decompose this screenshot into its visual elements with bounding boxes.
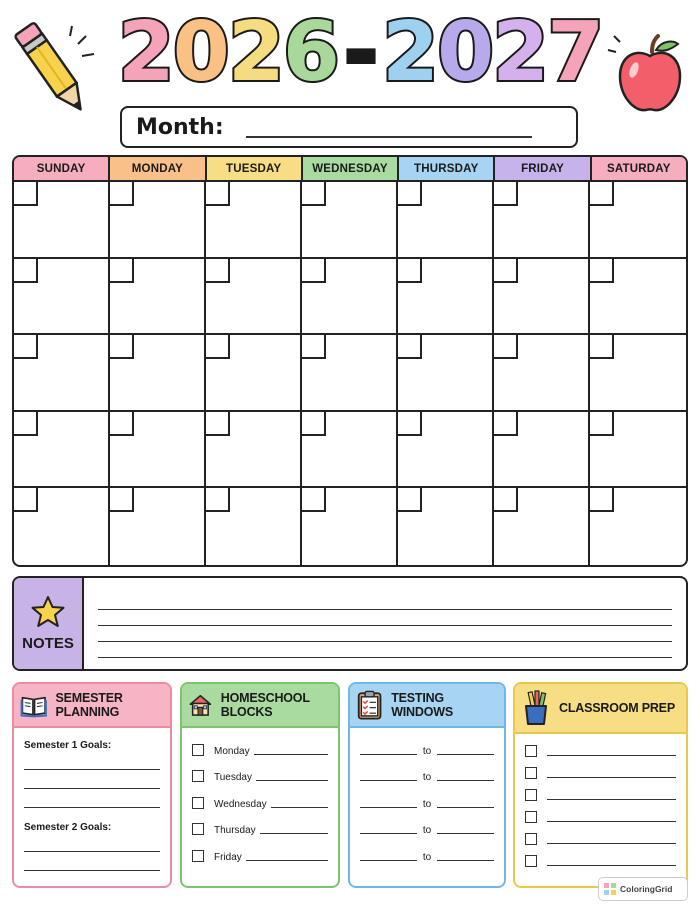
classroom-prep-body [515,734,686,876]
date-number-box[interactable] [14,259,38,283]
day-cell[interactable] [590,412,686,489]
start-date-line[interactable] [360,860,417,861]
to-separator: to [422,798,432,810]
day-cell[interactable] [398,182,494,259]
date-number-box[interactable] [110,259,134,283]
date-number-box[interactable] [590,488,614,512]
day-cell[interactable] [14,182,110,259]
day-cell[interactable] [494,412,590,489]
notes-line[interactable] [98,594,672,610]
to-separator: to [422,745,432,757]
start-date-line[interactable] [360,833,417,834]
date-number-box[interactable] [494,335,518,359]
calendar-cells [14,182,686,565]
day-cell[interactable] [206,335,302,412]
day-cell[interactable] [494,488,590,565]
date-number-box[interactable] [494,488,518,512]
day-cell[interactable] [590,182,686,259]
month-write-line[interactable] [246,136,532,138]
date-number-box[interactable] [398,259,422,283]
homeschool-day-label: Wednesday [214,798,267,810]
testing-window-row [360,757,494,784]
homeschool-blocks-title: HOMESCHOOL BLOCKS [220,691,310,719]
weekday-sunday: SUNDAY [14,157,110,180]
testing-window-row [360,836,494,863]
testing-windows-title: TESTING WINDOWS [391,691,453,719]
checkbox[interactable] [192,850,204,862]
homeschool-row [192,757,328,784]
day-cell[interactable] [14,412,110,489]
testing-window-row [360,730,494,757]
month-label: Month: [136,114,224,140]
day-cell[interactable] [302,335,398,412]
day-cell[interactable] [590,335,686,412]
title-char: 0 [172,5,228,100]
pencil-cup-icon [521,689,551,727]
prep-write-line[interactable] [547,799,676,800]
goal-line[interactable] [24,871,160,888]
date-number-box[interactable] [398,335,422,359]
to-separator: to [422,772,432,783]
day-cell[interactable] [110,182,206,259]
end-date-line[interactable] [437,754,494,755]
title-char: 7 [547,5,603,100]
star-icon [31,595,65,629]
prep-write-line[interactable] [547,755,676,756]
weekday-monday: MONDAY [110,157,206,180]
date-number-box[interactable] [110,182,134,206]
date-number-box[interactable] [206,335,230,359]
semester-planning-body [14,728,170,888]
semester-planning-title: SEMESTER PLANNING [55,691,123,719]
title-char: 2 [227,5,283,100]
date-number-box[interactable] [494,182,518,206]
semester-planning-header [14,684,170,728]
homeschool-day-label: Friday [214,851,242,863]
prep-row [525,780,676,802]
homeschool-day-label: Thursday [214,825,256,836]
day-cell[interactable] [206,182,302,259]
day-cell[interactable] [398,412,494,489]
date-number-box[interactable] [14,412,38,436]
checkbox[interactable] [192,770,204,782]
date-number-box[interactable] [590,259,614,283]
day-cell[interactable] [206,259,302,336]
day-cell[interactable] [14,488,110,565]
title-char: - [343,5,377,100]
checkbox[interactable] [192,744,204,756]
checkbox[interactable] [525,767,537,779]
end-date-line[interactable] [437,833,494,834]
date-number-box[interactable] [206,412,230,436]
end-date-line[interactable] [437,780,494,781]
date-number-box[interactable] [398,412,422,436]
prep-row [525,824,676,846]
day-cell[interactable] [206,412,302,489]
start-date-line[interactable] [360,807,417,808]
day-cell[interactable] [302,488,398,565]
notes-line[interactable] [98,626,672,642]
weekday-tuesday: TUESDAY [207,157,303,180]
homeschool-day-label: Tuesday [214,772,252,783]
date-number-box[interactable] [302,335,326,359]
month-field[interactable] [120,106,578,148]
day-cell[interactable] [494,335,590,412]
calendar-grid [12,155,688,567]
day-cell[interactable] [206,488,302,565]
day-cell[interactable] [398,259,494,336]
date-number-box[interactable] [206,182,230,206]
homeschool-row [192,836,328,863]
date-number-box[interactable] [398,488,422,512]
day-cell[interactable] [110,259,206,336]
day-cell[interactable] [590,259,686,336]
checkbox[interactable] [525,745,537,757]
pencil-icon [8,14,98,126]
date-number-box[interactable] [302,182,326,206]
title-char: 2 [382,5,438,100]
start-date-line[interactable] [360,780,417,781]
day-cell[interactable] [14,259,110,336]
to-separator: to [422,825,432,836]
testing-windows-header [350,684,504,728]
date-number-box[interactable] [590,182,614,206]
day-cell[interactable] [302,259,398,336]
homeschool-write-line[interactable] [254,754,328,755]
semester-2-goals-label: Semester 2 Goals: [24,822,112,833]
notes-line[interactable] [98,610,672,626]
date-number-box[interactable] [14,182,38,206]
notes-line[interactable] [98,642,672,658]
goal-line[interactable] [24,751,160,770]
logo-text: ColoringGrid [620,884,673,894]
day-cell[interactable] [302,182,398,259]
prep-write-line[interactable] [547,821,676,822]
testing-windows-body [350,728,504,871]
apple-icon [606,30,692,116]
date-number-box[interactable] [14,488,38,512]
clipboard-icon [356,688,383,722]
homeschool-day-label: Monday [214,745,250,757]
date-number-box[interactable] [590,335,614,359]
testing-windows-panel [348,682,506,888]
notes-lines[interactable] [84,578,686,669]
prep-row [525,736,676,758]
weekday-friday: FRIDAY [495,157,591,180]
day-cell[interactable] [494,182,590,259]
classroom-prep-header [515,684,686,734]
checkbox[interactable] [525,789,537,801]
homeschool-write-line[interactable] [246,860,328,861]
checkbox[interactable] [525,833,537,845]
prep-row [525,802,676,824]
classroom-prep-panel [513,682,688,888]
date-number-box[interactable] [110,335,134,359]
date-number-box[interactable] [590,412,614,436]
prep-write-line[interactable] [547,777,676,778]
checkbox[interactable] [525,811,537,823]
day-cell[interactable] [110,412,206,489]
semester-planning-panel [12,682,172,888]
title-char: 6 [282,5,338,100]
weekday-saturday: SATURDAY [592,157,686,180]
date-number-box[interactable] [110,412,134,436]
day-cell[interactable] [398,488,494,565]
weekday-thursday: THURSDAY [399,157,495,180]
day-cell[interactable] [590,488,686,565]
prep-write-line[interactable] [547,843,676,844]
goal-line[interactable] [24,833,160,852]
weekday-wednesday: WEDNESDAY [303,157,399,180]
day-cell[interactable] [110,488,206,565]
title-char: 2 [117,5,173,100]
end-date-line[interactable] [437,860,494,861]
homeschool-write-line[interactable] [256,780,328,781]
date-number-box[interactable] [302,259,326,283]
weekday-header [14,157,686,182]
homeschool-write-line[interactable] [260,833,328,834]
notes-side-panel [14,578,84,669]
date-number-box[interactable] [398,182,422,206]
homeschool-row [192,730,328,757]
end-date-line[interactable] [437,807,494,808]
homeschool-write-line[interactable] [271,807,328,808]
date-number-box[interactable] [302,488,326,512]
start-date-line[interactable] [360,754,417,755]
homeschool-blocks-header [182,684,338,728]
day-cell[interactable] [398,335,494,412]
goal-line[interactable] [24,789,160,808]
checkbox[interactable] [192,797,204,809]
goal-line[interactable] [24,852,160,871]
book-icon [20,690,48,720]
day-cell[interactable] [110,335,206,412]
header [0,0,700,100]
house-icon [188,689,213,721]
testing-window-row [360,783,494,810]
date-number-box[interactable] [206,259,230,283]
homeschool-row [192,810,328,837]
date-number-box[interactable] [494,412,518,436]
prep-write-line[interactable] [547,865,676,866]
checkbox[interactable] [192,823,204,835]
notes-section [12,576,688,671]
title-char: 2 [492,5,548,100]
testing-window-row [360,810,494,837]
day-cell[interactable] [302,412,398,489]
homeschool-blocks-body [182,728,338,871]
homeschool-row [192,783,328,810]
homeschool-blocks-panel [180,682,340,888]
date-number-box[interactable] [110,488,134,512]
title-char: 0 [437,5,493,100]
date-number-box[interactable] [206,488,230,512]
notes-label: NOTES [22,635,74,652]
goal-line[interactable] [24,770,160,789]
to-separator: to [422,851,432,863]
classroom-prep-title: CLASSROOM PREP [559,701,675,715]
date-number-box[interactable] [14,335,38,359]
day-cell[interactable] [494,259,590,336]
prep-row [525,758,676,780]
checkbox[interactable] [525,855,537,867]
site-logo [598,877,688,901]
date-number-box[interactable] [494,259,518,283]
year-title [110,5,610,100]
prep-row [525,846,676,868]
semester-1-goals-label: Semester 1 Goals: [24,740,112,751]
logo-icon [603,882,617,896]
date-number-box[interactable] [302,412,326,436]
day-cell[interactable] [14,335,110,412]
